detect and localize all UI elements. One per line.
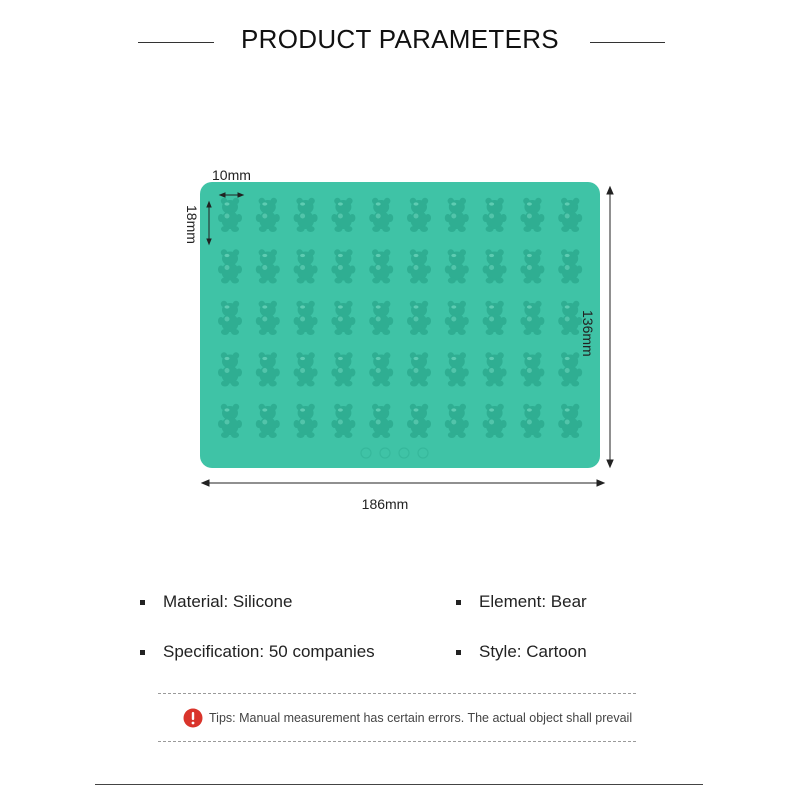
spec-specification xyxy=(140,642,375,662)
bullet-icon xyxy=(456,600,461,605)
tip-notice xyxy=(183,708,632,728)
bullet-icon xyxy=(140,600,145,605)
tip-divider-bottom xyxy=(158,741,636,742)
cell-height-label: 18mm xyxy=(184,205,200,244)
tip-divider-top xyxy=(158,693,636,694)
warning-icon xyxy=(183,708,203,728)
spec-material xyxy=(140,592,292,612)
spec-material-text: Material: Silicone xyxy=(163,592,293,611)
spec-element xyxy=(456,592,587,612)
bullet-icon xyxy=(140,650,145,655)
bullet-icon xyxy=(456,650,461,655)
spec-element-text: Element: Bear xyxy=(479,592,587,611)
spec-specification-text: Specification: 50 companies xyxy=(163,642,375,661)
tip-text: Tips: Manual measurement has certain errors. The actual object shall prevail xyxy=(209,711,633,725)
overall-height-label: 136mm xyxy=(580,310,596,357)
bottom-rule xyxy=(95,784,703,785)
bear-mold-image xyxy=(190,170,620,500)
spec-style xyxy=(456,642,587,662)
page-title: PRODUCT PARAMETERS xyxy=(241,24,559,54)
spec-style-text: Style: Cartoon xyxy=(479,642,587,661)
title-rule-right xyxy=(590,42,665,43)
overall-width-label: 186mm xyxy=(361,496,409,512)
cell-width-label: 10mm xyxy=(212,167,251,183)
